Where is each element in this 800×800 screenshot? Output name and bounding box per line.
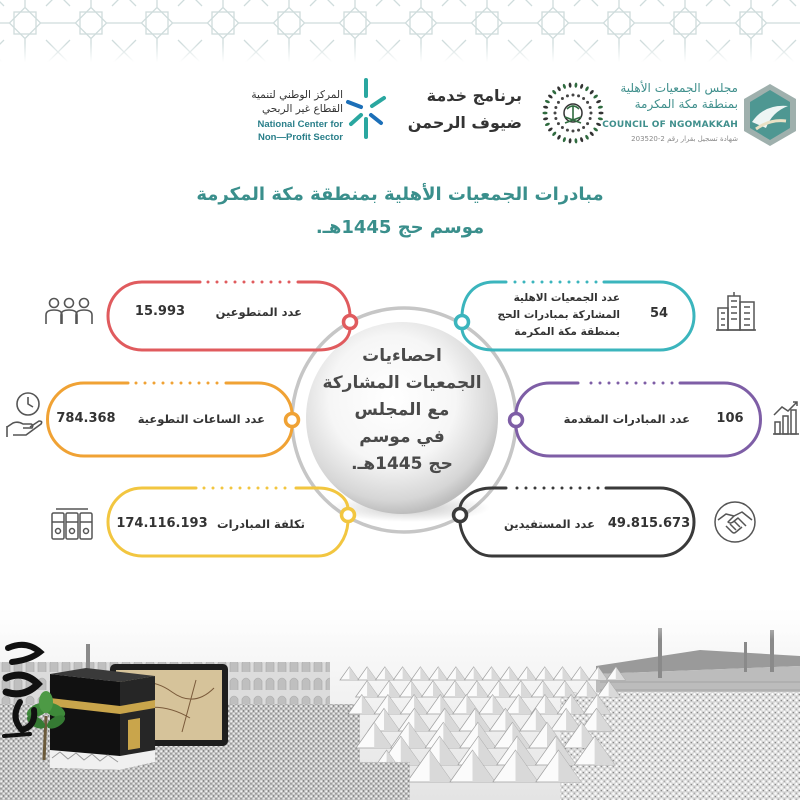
center-line: الجمعيات المشاركة [322,373,482,393]
council-certificate: شهادة تسجيل بقرار رقم 2-203520 [631,135,738,143]
center-line: احصاءيات [362,346,442,366]
node-cost [342,509,355,522]
node-initiatives [510,414,523,427]
node-beneficiaries [454,509,467,522]
node-hours [286,414,299,427]
hajj-photo-collage [0,600,800,800]
program-name-line2: ضيوف الرحمن [407,113,522,132]
council-name-line2: بمنطقة مكة المكرمة [634,97,738,111]
money-icon [50,506,94,542]
cost-label: تكلفة المبادرات [217,517,305,531]
associations-label [497,290,620,341]
node-associations [456,316,469,329]
associations-label-line: المشاركة بمبادرات الحج [497,309,620,321]
cost-value: 174.116.193 [116,516,208,531]
ncnp-name-line2: القطاع غير الربحي [262,103,343,115]
buildings-icon [714,290,758,332]
center-line: مع المجلس [354,400,450,420]
ncnp-name-line1: المركز الوطني لتنمية [251,89,343,101]
associations-label-line: بمنطقة مكة المكرمة [514,326,620,338]
initiatives-value: 106 [716,411,744,426]
council-name-en: COUNCIL OF NGOMAKKAH [602,120,738,130]
pilgrims-crowd-front [160,762,410,800]
kaaba-icon [50,668,155,770]
volunteers-value: 15.993 [134,304,186,319]
initiatives-label: عدد المبادرات المقدمة [563,412,690,426]
associations-label-line: عدد الجمعيات الاهلية [513,292,620,304]
center-line: في موسم [359,427,445,447]
hours-label: عدد الساعات التطوعية [137,412,265,426]
minaret [744,642,747,672]
beneficiaries-label: عدد المستفيدين [503,517,595,531]
bar-chart-icon [772,398,800,436]
volunteers-label: عدد المتطوعين [215,305,302,319]
council-name-line1: مجلس الجمعيات الأهلية [620,81,738,95]
program-name-line1: برنامج خدمة [426,86,522,105]
associations-value: 54 [649,306,669,321]
hours-value: 784.368 [56,411,116,426]
node-volunteers [344,316,357,329]
center-line: حج 1445هـ. [351,454,453,474]
center-statement [304,343,500,478]
page-title: مبادرات الجمعيات الأهلية بمنطقة مكة المكرمة [196,184,604,205]
ncnp-name-en-line2: Non—Profit Sector [258,132,343,143]
clock-hand-icon [4,390,44,440]
page-subtitle: موسم حج 1445هـ. [315,217,485,238]
beneficiaries-value: 49.815.673 [607,516,691,531]
people-icon [44,296,94,328]
handshake-icon [712,500,758,544]
ncnp-name-en-line1: National Center for [257,119,343,130]
